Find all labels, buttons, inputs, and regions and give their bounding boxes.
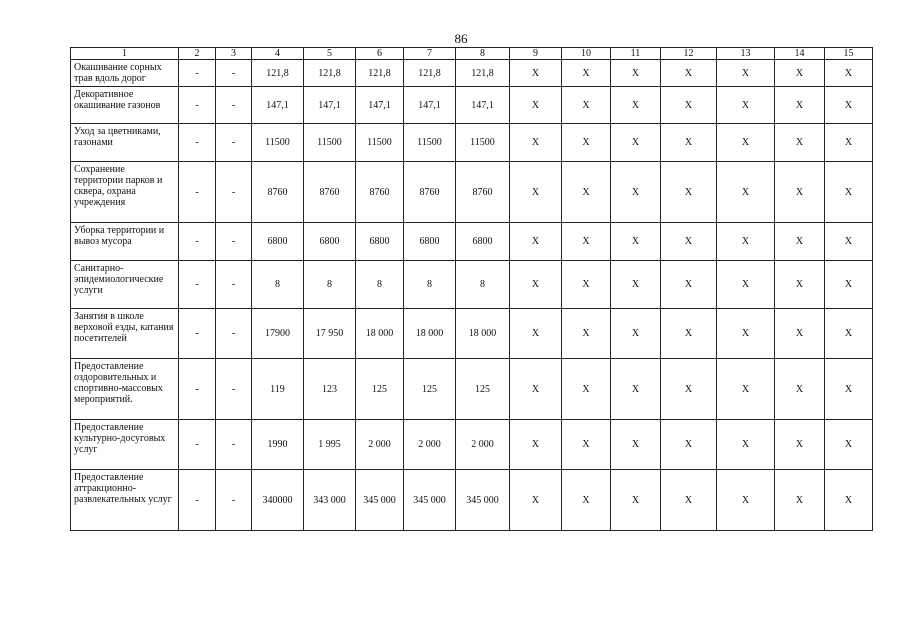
header-row: [71, 48, 873, 60]
column-header-8: 8: [456, 48, 510, 60]
dash-cell: -: [179, 309, 216, 359]
x-mark-cell: X: [510, 124, 562, 162]
x-mark-cell: X: [717, 60, 775, 87]
x-mark-cell: X: [611, 87, 661, 124]
value-cell: 11500: [304, 124, 356, 162]
value-cell: 11500: [404, 124, 456, 162]
dash-cell: -: [179, 261, 216, 309]
dash-cell: -: [216, 60, 252, 87]
column-header-7: 7: [404, 48, 456, 60]
dash-cell: -: [179, 223, 216, 261]
x-mark-cell: X: [717, 162, 775, 223]
x-mark-cell: X: [510, 359, 562, 420]
x-mark-cell: X: [717, 124, 775, 162]
dash-cell: -: [216, 309, 252, 359]
value-cell: 121,8: [456, 60, 510, 87]
x-mark-cell: X: [825, 223, 873, 261]
value-cell: 345 000: [356, 470, 404, 531]
x-mark-cell: X: [825, 309, 873, 359]
dash-cell: -: [216, 223, 252, 261]
dash-cell: -: [216, 124, 252, 162]
column-header-2: 2: [179, 48, 216, 60]
value-cell: 11500: [456, 124, 510, 162]
column-header-15: 15: [825, 48, 873, 60]
x-mark-cell: X: [562, 470, 611, 531]
x-mark-cell: X: [661, 124, 717, 162]
value-cell: 8760: [252, 162, 304, 223]
value-cell: 147,1: [252, 87, 304, 124]
value-cell: 125: [356, 359, 404, 420]
table-row: [71, 420, 873, 470]
table-row: [71, 261, 873, 309]
value-cell: 2 000: [404, 420, 456, 470]
value-cell: 147,1: [404, 87, 456, 124]
value-cell: 147,1: [356, 87, 404, 124]
table-row: [71, 470, 873, 531]
value-cell: 6800: [456, 223, 510, 261]
x-mark-cell: X: [825, 261, 873, 309]
x-mark-cell: X: [775, 261, 825, 309]
value-cell: 8: [252, 261, 304, 309]
x-mark-cell: X: [775, 87, 825, 124]
value-cell: 1 995: [304, 420, 356, 470]
x-mark-cell: X: [717, 223, 775, 261]
x-mark-cell: X: [825, 124, 873, 162]
x-mark-cell: X: [611, 359, 661, 420]
dash-cell: -: [216, 87, 252, 124]
x-mark-cell: X: [661, 420, 717, 470]
x-mark-cell: X: [775, 162, 825, 223]
data-table: [70, 47, 873, 531]
value-cell: 17 950: [304, 309, 356, 359]
x-mark-cell: X: [661, 309, 717, 359]
x-mark-cell: X: [825, 87, 873, 124]
value-cell: 345 000: [404, 470, 456, 531]
column-header-9: 9: [510, 48, 562, 60]
dash-cell: -: [179, 420, 216, 470]
dash-cell: -: [179, 87, 216, 124]
x-mark-cell: X: [661, 162, 717, 223]
table-body: [71, 48, 873, 531]
x-mark-cell: X: [611, 124, 661, 162]
row-name-cell: Уход за цветниками, газонами: [71, 124, 179, 162]
column-header-13: 13: [717, 48, 775, 60]
x-mark-cell: X: [717, 470, 775, 531]
x-mark-cell: X: [562, 60, 611, 87]
value-cell: 147,1: [456, 87, 510, 124]
value-cell: 119: [252, 359, 304, 420]
value-cell: 17900: [252, 309, 304, 359]
value-cell: 6800: [304, 223, 356, 261]
column-header-3: 3: [216, 48, 252, 60]
value-cell: 125: [404, 359, 456, 420]
x-mark-cell: X: [562, 420, 611, 470]
value-cell: 6800: [356, 223, 404, 261]
x-mark-cell: X: [611, 223, 661, 261]
value-cell: 6800: [404, 223, 456, 261]
x-mark-cell: X: [825, 162, 873, 223]
x-mark-cell: X: [717, 87, 775, 124]
value-cell: 147,1: [304, 87, 356, 124]
column-header-6: 6: [356, 48, 404, 60]
x-mark-cell: X: [510, 470, 562, 531]
x-mark-cell: X: [825, 420, 873, 470]
value-cell: 121,8: [304, 60, 356, 87]
value-cell: 2 000: [456, 420, 510, 470]
x-mark-cell: X: [661, 261, 717, 309]
row-name-cell: Занятия в школе верховой езды, катания посетителей: [71, 309, 179, 359]
row-name-cell: Сохранение территории парков и сквера, охрана учреждения: [71, 162, 179, 223]
x-mark-cell: X: [661, 223, 717, 261]
x-mark-cell: X: [611, 261, 661, 309]
value-cell: 8: [356, 261, 404, 309]
value-cell: 123: [304, 359, 356, 420]
x-mark-cell: X: [562, 162, 611, 223]
x-mark-cell: X: [661, 60, 717, 87]
column-header-14: 14: [775, 48, 825, 60]
dash-cell: -: [179, 359, 216, 420]
x-mark-cell: X: [775, 60, 825, 87]
x-mark-cell: X: [562, 124, 611, 162]
x-mark-cell: X: [661, 470, 717, 531]
row-name-cell: Предоставление культурно-досуговых услуг: [71, 420, 179, 470]
dash-cell: -: [216, 359, 252, 420]
x-mark-cell: X: [775, 420, 825, 470]
x-mark-cell: X: [825, 60, 873, 87]
row-name-cell: Уборка территории и вывоз мусора: [71, 223, 179, 261]
value-cell: 8: [456, 261, 510, 309]
x-mark-cell: X: [717, 359, 775, 420]
value-cell: 8760: [456, 162, 510, 223]
column-header-12: 12: [661, 48, 717, 60]
value-cell: 8: [304, 261, 356, 309]
x-mark-cell: X: [611, 60, 661, 87]
table-row: [71, 124, 873, 162]
row-name-cell: Предоставление аттракционно-развлекательных услуг: [71, 470, 179, 531]
value-cell: 1990: [252, 420, 304, 470]
x-mark-cell: X: [562, 309, 611, 359]
x-mark-cell: X: [510, 60, 562, 87]
dash-cell: -: [179, 162, 216, 223]
value-cell: 8760: [356, 162, 404, 223]
dash-cell: -: [216, 261, 252, 309]
x-mark-cell: X: [611, 470, 661, 531]
value-cell: 125: [456, 359, 510, 420]
value-cell: 11500: [252, 124, 304, 162]
table-row: [71, 223, 873, 261]
table-row: [71, 87, 873, 124]
value-cell: 2 000: [356, 420, 404, 470]
x-mark-cell: X: [611, 309, 661, 359]
value-cell: 340000: [252, 470, 304, 531]
x-mark-cell: X: [562, 261, 611, 309]
column-header-5: 5: [304, 48, 356, 60]
x-mark-cell: X: [775, 309, 825, 359]
x-mark-cell: X: [775, 124, 825, 162]
x-mark-cell: X: [661, 359, 717, 420]
value-cell: 343 000: [304, 470, 356, 531]
x-mark-cell: X: [510, 420, 562, 470]
dash-cell: -: [216, 470, 252, 531]
x-mark-cell: X: [717, 420, 775, 470]
dash-cell: -: [216, 162, 252, 223]
row-name-cell: Декоративное окашивание газонов: [71, 87, 179, 124]
value-cell: 121,8: [404, 60, 456, 87]
x-mark-cell: X: [510, 261, 562, 309]
table-row: [71, 60, 873, 87]
value-cell: 18 000: [356, 309, 404, 359]
row-name-cell: Предоставление оздоровительных и спортивно-массовых мероприятий.: [71, 359, 179, 420]
column-header-11: 11: [611, 48, 661, 60]
value-cell: 18 000: [404, 309, 456, 359]
value-cell: 11500: [356, 124, 404, 162]
value-cell: 18 000: [456, 309, 510, 359]
x-mark-cell: X: [775, 359, 825, 420]
x-mark-cell: X: [717, 309, 775, 359]
table-row: [71, 162, 873, 223]
x-mark-cell: X: [611, 162, 661, 223]
value-cell: 6800: [252, 223, 304, 261]
x-mark-cell: X: [510, 223, 562, 261]
value-cell: 8760: [304, 162, 356, 223]
x-mark-cell: X: [717, 261, 775, 309]
row-name-cell: Санитарно-эпидемиологические услуги: [71, 261, 179, 309]
x-mark-cell: X: [510, 162, 562, 223]
x-mark-cell: X: [510, 87, 562, 124]
x-mark-cell: X: [775, 223, 825, 261]
value-cell: 8: [404, 261, 456, 309]
x-mark-cell: X: [562, 87, 611, 124]
x-mark-cell: X: [611, 420, 661, 470]
x-mark-cell: X: [510, 309, 562, 359]
value-cell: 121,8: [356, 60, 404, 87]
table-row: [71, 359, 873, 420]
table-row: [71, 309, 873, 359]
row-name-cell: Окашивание сорных трав вдоль дорог: [71, 60, 179, 87]
x-mark-cell: X: [775, 470, 825, 531]
dash-cell: -: [216, 420, 252, 470]
column-header-10: 10: [562, 48, 611, 60]
x-mark-cell: X: [825, 359, 873, 420]
x-mark-cell: X: [562, 223, 611, 261]
dash-cell: -: [179, 470, 216, 531]
column-header-1: 1: [71, 48, 179, 60]
value-cell: 121,8: [252, 60, 304, 87]
column-header-4: 4: [252, 48, 304, 60]
x-mark-cell: X: [661, 87, 717, 124]
x-mark-cell: X: [825, 470, 873, 531]
page-number: 86: [454, 31, 468, 46]
dash-cell: -: [179, 124, 216, 162]
x-mark-cell: X: [562, 359, 611, 420]
dash-cell: -: [179, 60, 216, 87]
value-cell: 345 000: [456, 470, 510, 531]
value-cell: 8760: [404, 162, 456, 223]
